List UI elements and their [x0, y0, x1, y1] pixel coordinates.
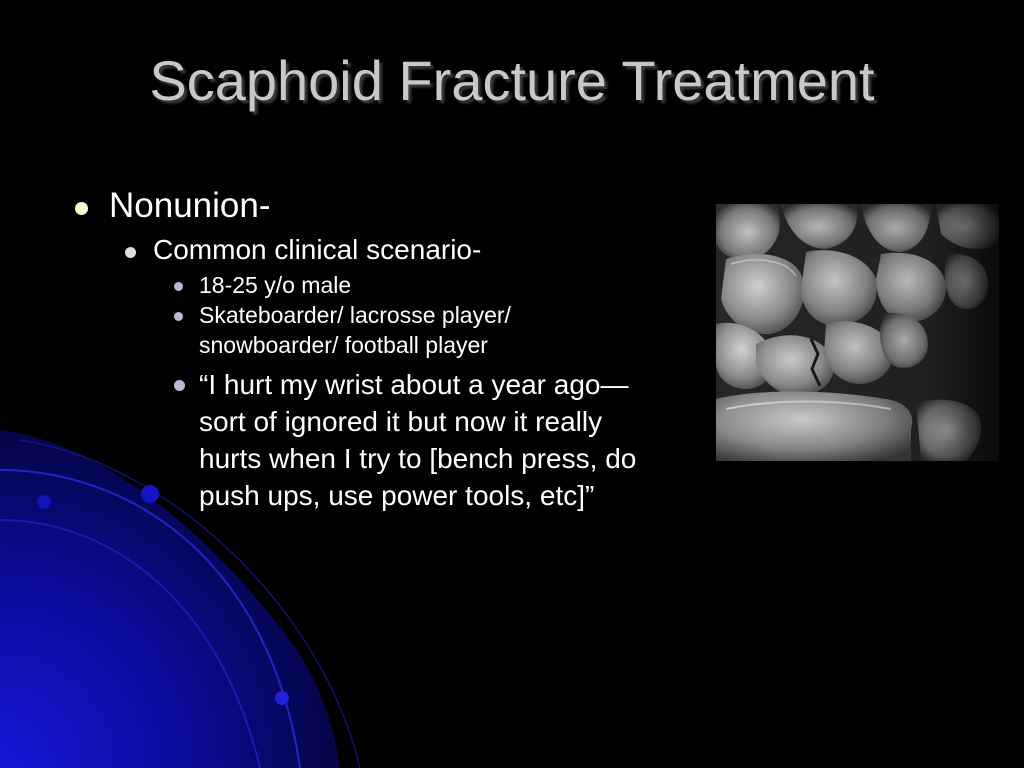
bullet-item-nonunion [72, 182, 652, 230]
bullet-dot-icon [75, 202, 88, 215]
bullet-dot-icon [125, 247, 136, 258]
bullet-item-age [172, 270, 652, 300]
bullet-item-sports [172, 300, 652, 360]
bullet-item-patient-quote [172, 366, 652, 514]
bullet-dot-icon [174, 282, 183, 291]
wrist-xray-image [716, 204, 999, 461]
bullet-text: “I hurt my wrist about a year ago—sort of ignored it but now it really hurts when I try to [bench press, do push ups, use power tools, etc]” [199, 369, 637, 511]
bullet-text: 18-25 y/o male [199, 272, 352, 298]
bullet-list [72, 182, 652, 514]
slide-title: Scaphoid Fracture Treatment [149, 49, 875, 112]
bullet-item-clinical-scenario [122, 230, 652, 270]
bullet-dot-icon [174, 312, 183, 321]
bullet-text: Skateboarder/ lacrosse player/ snowboarder/ football player [199, 302, 511, 358]
bullet-text: Nonunion- [109, 186, 271, 225]
xray-illustration [716, 204, 999, 461]
bullet-dot-icon [174, 380, 185, 391]
bullet-text: Common clinical scenario- [153, 234, 482, 265]
